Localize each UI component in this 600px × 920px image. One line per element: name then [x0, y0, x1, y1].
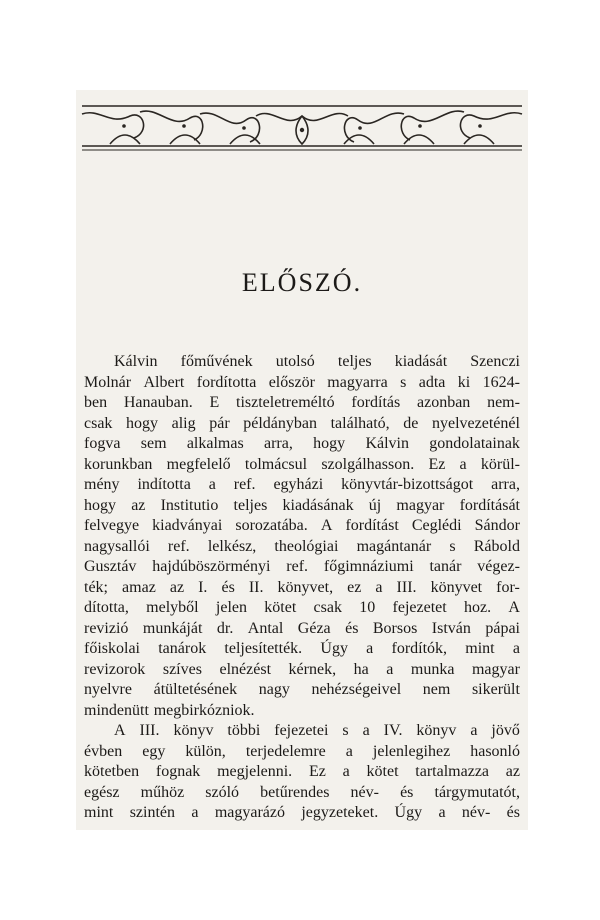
text-line: hogy az Institutio teljes kiadásának új magyar fordítását — [84, 496, 520, 514]
text-line: Molnár Albert fordította először magyarra s adta ki 1624- — [84, 373, 520, 391]
book-page — [76, 90, 528, 830]
text-line: revizió munkáját dr. Antal Géza és Borsos István pápai — [84, 619, 520, 637]
text-line: mény indította a ref. egyházi könyvtár-bizottságot arra, — [84, 476, 520, 493]
text-line: mint szintén a magyarázó jegyzeteket. Úgy a név- és — [84, 804, 520, 821]
text-line: főiskolai tanárok teljesítették. Úgy a fordítók, mint a — [84, 640, 520, 657]
text-line: fogva sem alkalmas arra, hogy Kálvin gondolatainak — [84, 435, 520, 452]
text-line: nagysallói ref. lelkész, theológiai magántanár s Rábold — [84, 537, 520, 555]
text-line: Gusztáv hajdúböszörményi ref. főgimnáziumi tanár végez- — [84, 558, 520, 575]
text-line: évben egy külön, terjedelemre a jelenlegihez hasonló — [84, 742, 520, 760]
text-line: A III. könyv többi fejezetei s a IV. könyv a jövő — [114, 722, 520, 739]
text-line: revizorok szíves elnézést kérnek, ha a munka magyar — [84, 660, 520, 678]
text-line: ték; amaz az I. és II. könyvet, ez a III. könyvet for- — [84, 578, 520, 596]
text-line: Kálvin főművének utolsó teljes kiadását Szenczi — [114, 353, 520, 370]
page-title: ELŐSZÓ. — [241, 268, 363, 297]
text-line: kötetben fognak megjelenni. Ez a kötet tartalmazza az — [84, 763, 520, 780]
text-line: nyelvre átültetésének nagy nehézségeivel nem sikerült — [84, 681, 520, 698]
text-line: korunkban megfelelő tolmácsul szolgálhasson. Ez a körül- — [84, 455, 520, 473]
art-nouveau-ornament-header — [80, 102, 524, 152]
text-line: mindenütt megbirkózniok. — [84, 701, 255, 719]
text-line: ben Hanauban. E tiszteletreméltó fordítás azonban nem- — [84, 394, 520, 411]
text-line: felvegye kiadványai sorozatába. A fordítást Ceglédi Sándor — [84, 517, 520, 534]
text-line: egész műhöz szóló betűrendes név- és tárgymutatót, — [84, 783, 520, 801]
text-line: dította, melyből jelen kötet csak 10 fejezetet hoz. A — [84, 599, 520, 616]
preface-text — [84, 352, 520, 824]
text-line: csak hogy alig pár példányban található, de nyelvezeténél — [84, 414, 520, 432]
